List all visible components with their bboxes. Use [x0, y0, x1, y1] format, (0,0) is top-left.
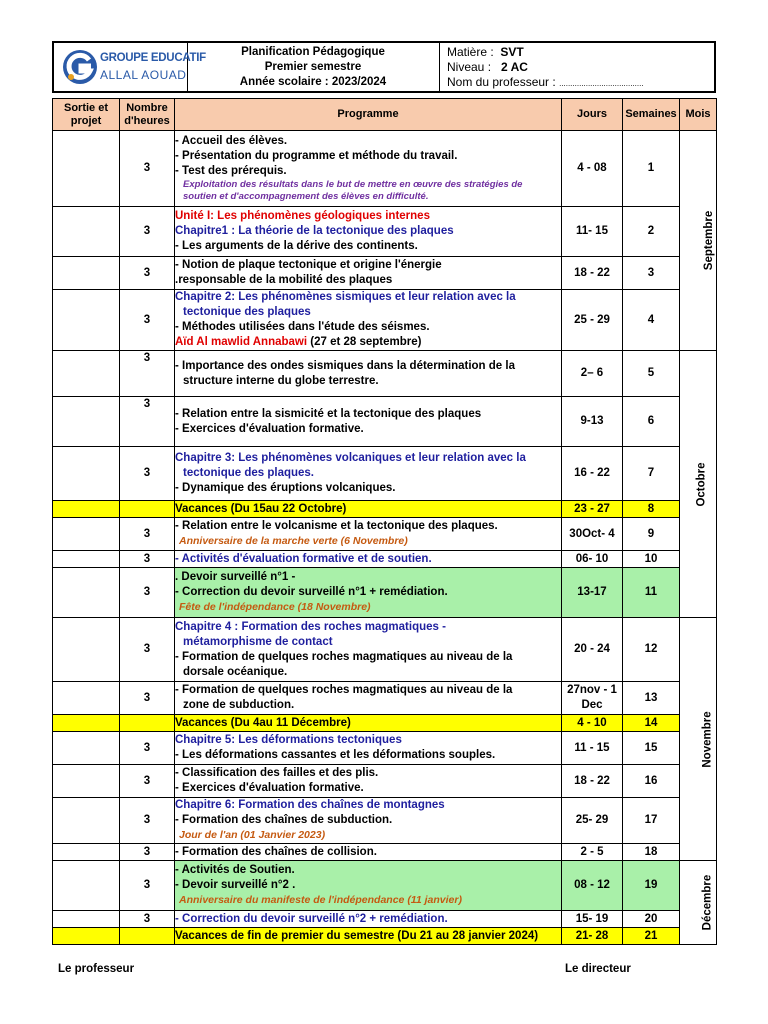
sortie-cell — [53, 798, 120, 844]
jours-cell: 16 - 22 — [562, 447, 623, 501]
month-label: Octobre — [695, 461, 708, 507]
semaine-cell: 13 — [623, 682, 680, 715]
jours-cell: 11- 15 — [562, 207, 623, 257]
table-row — [53, 732, 717, 765]
programme-line: métamorphisme de contact — [183, 635, 333, 648]
jours-cell: 13-17 — [562, 568, 623, 618]
programme-cell — [175, 844, 562, 861]
programme-line: Chapitre 5: Les déformations tectoniques — [175, 734, 402, 746]
hours-cell: 3 — [120, 351, 175, 397]
table-row — [53, 765, 717, 798]
programme-cell — [175, 618, 562, 682]
jours-cell: 2 - 5 — [562, 844, 623, 861]
table-row — [53, 844, 717, 861]
vacances-row — [53, 501, 717, 518]
col-header-heures: Nombre d'heures — [120, 99, 175, 131]
semaine-cell: 16 — [623, 765, 680, 798]
sortie-cell — [53, 911, 120, 928]
hours-cell: 3 — [120, 257, 175, 290]
jours-cell: 4 - 10 — [562, 715, 623, 732]
semaine-cell: 4 — [623, 290, 680, 351]
programme-line: - Test des prérequis. — [175, 165, 287, 177]
hours-cell: 3 — [120, 131, 175, 207]
programme-line: Anniversaire de la marche verte (6 Novembre) — [179, 535, 408, 547]
col-header-jours: Jours — [562, 99, 623, 131]
sortie-cell — [53, 765, 120, 798]
programme-line: - Classification des failles et des plis. — [175, 767, 379, 779]
programme-line: Unité I: Les phénomènes géologiques internes — [175, 210, 430, 222]
jours-cell: 25 - 29 — [562, 290, 623, 351]
programme-line: .responsable de la mobilité des plaques — [175, 274, 393, 286]
header-box — [52, 41, 716, 93]
hours-cell: 3 — [120, 618, 175, 682]
title-cell — [187, 43, 440, 91]
programme-line: - Relation entre le volcanisme et la tectonique des plaques. — [175, 520, 498, 532]
col-header-semaines: Semaines — [623, 99, 680, 131]
table-row — [53, 568, 717, 618]
programme-line: Chapitre 3: Les phénomènes volcaniques et leur relation avec la — [175, 452, 526, 464]
month-cell — [680, 861, 717, 945]
niveau-value: 2 AC — [501, 60, 528, 74]
programme-line: - Méthodes utilisées dans l'étude des séismes. — [175, 321, 430, 333]
hours-cell — [120, 501, 175, 518]
jours-cell: 9-13 — [562, 397, 623, 447]
matiere-value: SVT — [500, 45, 524, 59]
hours-cell: 3 — [120, 861, 175, 911]
programme-cell — [175, 551, 562, 568]
programme-line: - Formation de quelques roches magmatiques au niveau de la — [175, 650, 513, 663]
jours-cell: 4 - 08 — [562, 131, 623, 207]
programme-line: - Devoir surveillé n°2 . — [175, 879, 296, 891]
programme-line: - Présentation du programme et méthode du travail. — [175, 150, 458, 162]
month-cell — [680, 351, 717, 618]
programme-line: - Formation des chaînes de subduction. — [175, 814, 393, 826]
hours-cell: 3 — [120, 397, 175, 447]
programme-line: - Relation entre la sismicité et la tectonique des plaques — [175, 407, 482, 420]
col-header-sortie: Sortie et projet — [53, 99, 120, 131]
logo-cell — [54, 43, 206, 91]
programme-line: - Les déformations cassantes et les déformations souples. — [175, 749, 496, 761]
table-row — [53, 131, 717, 207]
programme-line: Vacances de fin de premier du semestre (Du 21 au 28 janvier 2024) — [175, 929, 539, 942]
month-label: Décembre — [701, 874, 714, 931]
table-row — [53, 682, 717, 715]
semaine-cell: 18 — [623, 844, 680, 861]
programme-line: zone de subduction. — [183, 699, 295, 711]
sortie-cell — [53, 447, 120, 501]
semaine-cell: 3 — [623, 257, 680, 290]
programme-line: - Correction du devoir surveillé n°2 + remédiation. — [175, 912, 448, 925]
programme-cell — [175, 911, 562, 928]
semaine-cell: 15 — [623, 732, 680, 765]
table-row — [53, 207, 717, 257]
programme-cell — [175, 861, 562, 911]
semaine-cell: 11 — [623, 568, 680, 618]
prof-line — [447, 75, 714, 91]
programme-cell — [175, 131, 562, 207]
sortie-cell — [53, 844, 120, 861]
programme-cell — [175, 568, 562, 618]
programme-cell — [175, 765, 562, 798]
hours-cell: 3 — [120, 568, 175, 618]
programme-line: soutien et d'accompagnement des élèves en difficulté. — [183, 191, 429, 202]
programme-line: - Accueil des élèves. — [175, 135, 288, 147]
programme-line: - Les arguments de la dérive des continents. — [175, 240, 418, 252]
sortie-cell — [53, 682, 120, 715]
programme-cell — [175, 732, 562, 765]
hours-cell: 3 — [120, 551, 175, 568]
month-label: Novembre — [701, 710, 714, 768]
programme-line: . Devoir surveillé n°1 - — [175, 571, 296, 583]
info-cell — [441, 43, 714, 91]
programme-cell — [175, 798, 562, 844]
semaine-cell: 14 — [623, 715, 680, 732]
sortie-cell — [53, 518, 120, 551]
programme-line: dorsale océanique. — [183, 665, 288, 678]
programme-line: - Exercices d'évaluation formative. — [175, 782, 364, 794]
programme-cell — [175, 518, 562, 551]
semaine-cell: 6 — [623, 397, 680, 447]
sortie-cell — [53, 257, 120, 290]
table-row — [53, 798, 717, 844]
semaine-cell: 7 — [623, 447, 680, 501]
month-cell — [680, 618, 717, 861]
programme-line: Vacances (Du 4au 11 Décembre) — [175, 716, 351, 729]
title-line: Premier semestre — [264, 61, 362, 73]
table-row — [53, 861, 717, 911]
jours-cell: 08 - 12 — [562, 861, 623, 911]
programme-cell — [175, 351, 562, 397]
programme-line: Vacances (Du 15au 22 Octobre) — [175, 502, 347, 515]
hours-cell: 3 — [120, 732, 175, 765]
programme-line: Chapitre1 : La théorie de la tectonique des plaques — [175, 225, 454, 237]
programme-cell — [175, 447, 562, 501]
sortie-cell — [53, 861, 120, 911]
programme-line: - Formation de quelques roches magmatiques au niveau de la — [175, 684, 513, 696]
semaine-cell: 2 — [623, 207, 680, 257]
table-row — [53, 911, 717, 928]
programme-line: Jour de l'an (01 Janvier 2023) — [179, 829, 326, 841]
programme-cell — [175, 207, 562, 257]
programme-line: - Notion de plaque tectonique et origine l'énergie — [175, 259, 442, 271]
sortie-cell — [53, 501, 120, 518]
programme-cell — [175, 928, 562, 945]
title-line: Planification Pédagogique — [241, 46, 385, 58]
programme-line: - Activités d'évaluation formative et de soutien. — [175, 552, 432, 565]
jours-cell: 06- 10 — [562, 551, 623, 568]
prof-label: Nom du professeur : — [447, 75, 556, 89]
jours-cell: 23 - 27 — [562, 501, 623, 518]
table-row — [53, 397, 717, 447]
semaine-cell: 8 — [623, 501, 680, 518]
semaine-cell: 12 — [623, 618, 680, 682]
table-row — [53, 290, 717, 351]
semaine-cell: 19 — [623, 861, 680, 911]
semaine-cell: 1 — [623, 131, 680, 207]
programme-cell — [175, 682, 562, 715]
semaine-cell: 20 — [623, 911, 680, 928]
programme-cell — [175, 397, 562, 447]
table-row — [53, 447, 717, 501]
programme-line: - Importance des ondes sismiques dans la détermination de la — [175, 359, 515, 372]
jours-cell: 11 - 15 — [562, 732, 623, 765]
sortie-cell — [53, 397, 120, 447]
sortie-cell — [53, 207, 120, 257]
month-label: Septembre — [703, 210, 716, 271]
jours-cell: 27nov - 1 Dec — [562, 682, 623, 715]
logo-line1: GROUPE EDUCATIF — [100, 52, 206, 64]
sortie-cell — [53, 351, 120, 397]
programme-cell — [175, 290, 562, 351]
matiere-line — [447, 45, 714, 60]
col-header-programme: Programme — [175, 99, 562, 131]
hours-cell: 3 — [120, 207, 175, 257]
programme-line: Anniversaire du manifeste de l'indépendance (11 janvier) — [179, 894, 462, 906]
planning-table — [52, 98, 717, 945]
semaine-cell: 5 — [623, 351, 680, 397]
title-line: Année scolaire : 2023/2024 — [239, 76, 387, 88]
jours-cell: 21- 28 — [562, 928, 623, 945]
hours-cell: 3 — [120, 844, 175, 861]
programme-line: tectonique des plaques. — [183, 467, 314, 479]
table-row — [53, 618, 717, 682]
programme-line: - Formation des chaînes de collision. — [175, 845, 377, 858]
semaine-cell: 21 — [623, 928, 680, 945]
hours-cell: 3 — [120, 290, 175, 351]
niveau-label: Niveau : — [447, 60, 492, 74]
programme-line: Aïd Al mawlid Annabawi (27 et 28 septembre) — [175, 336, 422, 348]
semaine-cell: 10 — [623, 551, 680, 568]
table-row — [53, 551, 717, 568]
jours-cell: 2– 6 — [562, 351, 623, 397]
programme-line: tectonique des plaques — [183, 306, 311, 318]
sortie-cell — [53, 551, 120, 568]
jours-cell: 18 - 22 — [562, 257, 623, 290]
semaine-cell: 17 — [623, 798, 680, 844]
sortie-cell — [53, 928, 120, 945]
jours-cell: 20 - 24 — [562, 618, 623, 682]
hours-cell: 3 — [120, 518, 175, 551]
programme-line: Exploitation des résultats dans le but de mettre en œuvre des stratégies de — [183, 179, 523, 190]
table-header-row — [53, 99, 717, 131]
programme-cell — [175, 257, 562, 290]
hours-cell: 3 — [120, 682, 175, 715]
hours-cell — [120, 928, 175, 945]
jours-cell: 18 - 22 — [562, 765, 623, 798]
programme-line: Chapitre 6: Formation des chaînes de montagnes — [175, 799, 445, 811]
programme-line: Chapitre 4 : Formation des roches magmatiques - — [175, 620, 446, 633]
programme-line: structure interne du globe terrestre. — [183, 374, 379, 387]
hours-cell — [120, 715, 175, 732]
logo-g-icon — [62, 49, 98, 85]
programme-cell — [175, 501, 562, 518]
jours-cell: 30Oct- 4 — [562, 518, 623, 551]
semaine-cell: 9 — [623, 518, 680, 551]
hours-cell: 3 — [120, 911, 175, 928]
sortie-cell — [53, 131, 120, 207]
footer-professeur: Le professeur — [58, 963, 135, 975]
footer-directeur: Le directeur — [565, 963, 631, 975]
table-row — [53, 351, 717, 397]
col-header-mois: Mois — [680, 99, 717, 131]
hours-cell: 3 — [120, 765, 175, 798]
programme-line: - Dynamique des éruptions volcaniques. — [175, 482, 396, 494]
programme-cell — [175, 715, 562, 732]
sortie-cell — [53, 715, 120, 732]
programme-line: Fête de l'indépendance (18 Novembre) — [179, 601, 371, 613]
month-cell — [680, 131, 717, 351]
prof-value: ...................................... — [559, 79, 644, 88]
table-row — [53, 518, 717, 551]
hours-cell: 3 — [120, 447, 175, 501]
sortie-cell — [53, 732, 120, 765]
logo-line2: ALLAL AOUAD — [100, 68, 187, 82]
programme-line: - Activités de Soutien. — [175, 864, 295, 876]
jours-cell: 15- 19 — [562, 911, 623, 928]
date-note: (27 et 28 septembre) — [307, 336, 422, 348]
vacances-row — [53, 928, 717, 945]
sortie-cell — [53, 290, 120, 351]
niveau-line — [447, 60, 714, 75]
programme-line: - Correction du devoir surveillé n°1 + remédiation. — [175, 586, 448, 598]
sortie-cell — [53, 568, 120, 618]
jours-cell: 25- 29 — [562, 798, 623, 844]
matiere-label: Matière : — [447, 45, 494, 59]
sortie-cell — [53, 618, 120, 682]
table-row — [53, 257, 717, 290]
programme-line: Chapitre 2: Les phénomènes sismiques et leur relation avec la — [175, 291, 516, 303]
vacances-row — [53, 715, 717, 732]
programme-line: - Exercices d'évaluation formative. — [175, 422, 364, 435]
hours-cell: 3 — [120, 798, 175, 844]
